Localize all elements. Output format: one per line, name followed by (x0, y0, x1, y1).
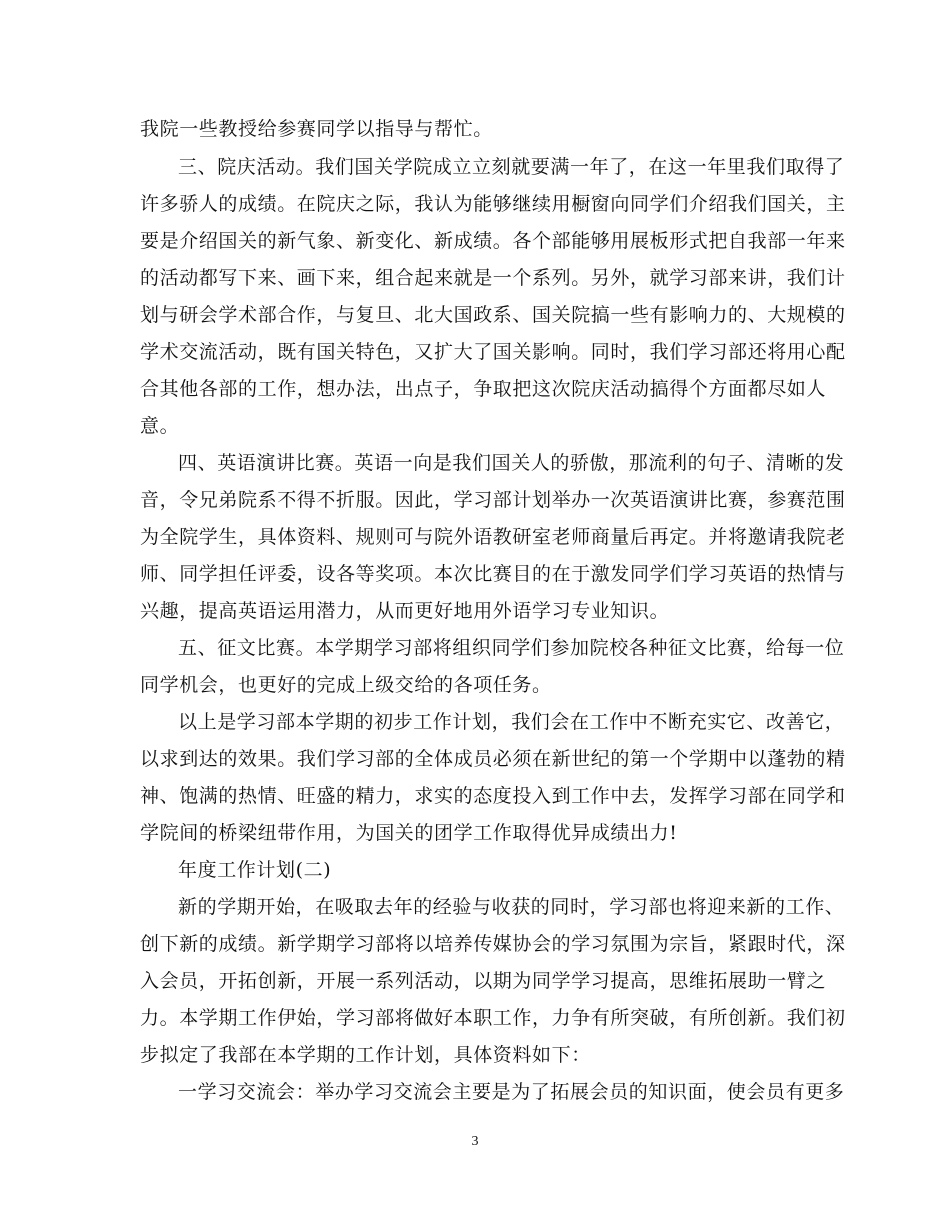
page-number: 3 (471, 1134, 479, 1149)
text-line: 为全院学生，具体资料、规则可与院外语教研室老师商量后再定。并将邀请我院老 (140, 526, 846, 548)
text-line: 新的学期开始，在吸取去年的经验与收获的同时，学习部也将迎来新的工作、 (178, 896, 845, 918)
text-line: 许多骄人的成绩。在院庆之际，我认为能够继续用橱窗向同学们介绍我们国关，主 (140, 193, 846, 215)
text-line: 同学机会，也更好的完成上级交给的各项任务。 (140, 674, 552, 696)
text-line: 我院一些教授给参赛同学以指导与帮忙。 (140, 118, 493, 140)
text-line: 三、院庆活动。我们国关学院成立立刻就要满一年了，在这一年里我们取得了 (178, 156, 845, 178)
text-line: 意。 (140, 415, 180, 437)
text-line: 兴趣，提高英语运用潜力，从而更好地用外语学习专业知识。 (140, 600, 670, 622)
text-line: 一学习交流会：举办学习交流会主要是为了拓展会员的知识面，使会员有更多 (178, 1081, 845, 1103)
text-line: 以求到达的效果。我们学习部的全体成员必须在新世纪的第一个学期中以蓬勃的精 (140, 748, 846, 770)
text-line: 创下新的成绩。新学期学习部将以培养传媒协会的学习氛围为宗旨，紧跟时代，深 (140, 933, 846, 955)
text-line: 的活动都写下来、画下来，组合起来就是一个系列。另外，就学习部来讲，我们计 (140, 267, 846, 289)
text-line: 五、征文比赛。本学期学习部将组织同学们参加院校各种征文比赛，给每一位 (178, 637, 845, 659)
text-line: 入会员，开拓创新，开展一系列活动，以期为同学学习提高，思维拓展助一臂之 (140, 970, 827, 992)
text-line: 神、饱满的热情、旺盛的精力，求实的态度投入到工作中去，发挥学习部在同学和 (140, 785, 846, 807)
text-line: 步拟定了我部在本学期的工作计划，具体资料如下： (140, 1044, 591, 1066)
text-line: 学术交流活动，既有国关特色，又扩大了国关影响。同时，我们学习部还将用心配 (140, 341, 846, 363)
text-line: 要是介绍国关的新气象、新变化、新成绩。各个部能够用展板形式把自我部一年来 (140, 230, 846, 252)
text-line: 力。本学期工作伊始，学习部将做好本职工作，力争有所突破，有所创新。我们初 (140, 1007, 846, 1029)
text-line: 音，令兄弟院系不得不折服。因此，学习部计划举办一次英语演讲比赛，参赛范围 (140, 489, 846, 511)
text-line: 以上是学习部本学期的初步工作计划，我们会在工作中不断充实它、改善它， (178, 711, 845, 733)
text-line: 四、英语演讲比赛。英语一向是我们国关人的骄傲，那流利的句子、清晰的发 (178, 452, 845, 474)
text-line: 合其他各部的工作，想办法，出点子，争取把这次院庆活动搞得个方面都尽如人 (140, 378, 827, 400)
text-line: 划与研会学术部合作，与复旦、北大国政系、国关院搞一些有影响力的、大规模的 (140, 304, 846, 326)
text-line: 学院间的桥梁纽带作用，为国关的团学工作取得优异成绩出力! (140, 822, 678, 844)
text-line: 师、同学担任评委，设各等奖项。本次比赛目的在于激发同学们学习英语的热情与 (140, 563, 846, 585)
section-heading: 年度工作计划(二) (178, 859, 332, 881)
